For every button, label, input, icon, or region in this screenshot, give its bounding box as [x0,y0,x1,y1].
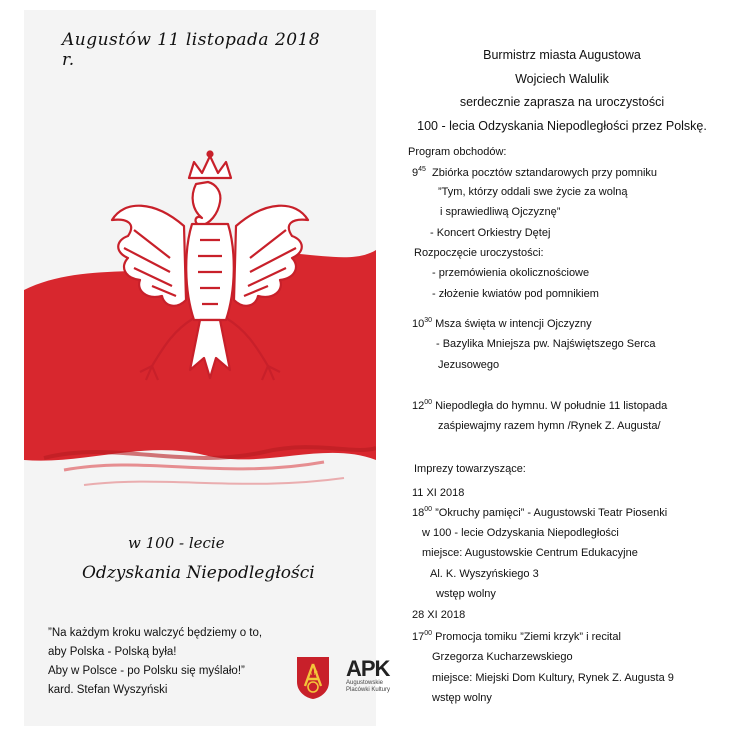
event-1-line3: miejsce: Augustowskie Centrum Edukacyjne [422,547,638,559]
program-item-1-line2: ”Tym, którzy oddali swe życie za wolną [438,186,628,198]
quote [48,624,308,700]
header-line: Burmistrz miasta Augustowa [483,48,641,62]
program-item-2-line2: - Bazylika Mniejsza pw. Najświętszego Serca [436,338,656,350]
program-title: Program obchodów: [408,146,507,158]
event-1-line2: w 100 - lecie Odzyskania Niepodległości [422,527,619,539]
header-line: 100 - lecia Odzyskania Niepodległości przez Polskę. [417,118,707,133]
event-date-1: 11 XI 2018 [412,487,465,499]
augustow-crest-logo [296,656,330,700]
event-1-line5: wstęp wolny [436,588,496,600]
date-line: Augustów 11 listopada 2018 r. [62,30,321,70]
program-item-1-line3: i sprawiedliwą Ojczyznę” [440,206,561,218]
program-item-3: $12^{00}$ Niepodległa do hymnu. W południe 11 listopada [412,399,668,412]
event-date-2: 28 XI 2018 [412,609,466,621]
event-2-line4: wstęp wolny [432,692,492,704]
quote-line: aby Polska - Polską była! [48,646,177,658]
quote-line: ”Na każdym kroku walczyć będziemy o to, [48,627,263,639]
events-title: Imprezy towarzyszące: [414,463,526,475]
header-line: serdecznie zaprasza na uroczystości [459,95,665,109]
header [392,44,732,138]
event-2-line3: miejsce: Miejski Dom Kultury, Rynek Z. Augusta 9 [432,672,674,684]
program-item-1: $9^{45}$ Zbiórka pocztów sztandarowych przy pomniku [412,166,658,179]
apk-logo-sub1: Augustowskie [346,680,384,686]
anniversary-line-1: w 100 - lecie [128,534,225,552]
event-1-line4: Al. K. Wyszyńskiego 3 [430,568,539,580]
event-1: $18^{00}$ ”Okruchy pamięci” - Augustowski Teatr Piosenki [412,506,668,519]
event-2-line2: Grzegorza Kucharzewskiego [432,651,573,663]
crest-letters: A R [308,671,318,677]
program-item-3-line2: zaśpiewajmy razem hymn /Rynek Z. Augusta/ [438,420,661,432]
flag-with-eagle [24,140,376,540]
program-item-2: $10^{30}$ Msza święta w intencji Ojczyzny [412,317,592,330]
apk-logo-sub2: Placówki Kultury [346,687,391,693]
quote-author: kard. Stefan Wyszyński [48,684,168,696]
header-line: Wojciech Walulik [515,71,609,86]
event-2: $17^{00}$ Promocja tomiku ”Ziemi krzyk” i recital [412,630,621,643]
apk-logo-text: APK [346,656,390,681]
start-item: - przemówienia okolicznościowe [432,267,590,279]
apk-logo [346,658,406,694]
anniversary-line-2: Odzyskania Niepodległości [82,563,315,583]
start-item: - złożenie kwiatów pod pomnikiem [432,288,599,300]
program-item-1-line4: - Koncert Orkiestry Dętej [430,227,551,239]
quote-line: Aby w Polsce - po Polsku się myślało!” [48,665,245,677]
start-title: Rozpoczęcie uroczystości: [414,247,544,259]
program-item-2-line3: Jezusowego [438,359,500,371]
